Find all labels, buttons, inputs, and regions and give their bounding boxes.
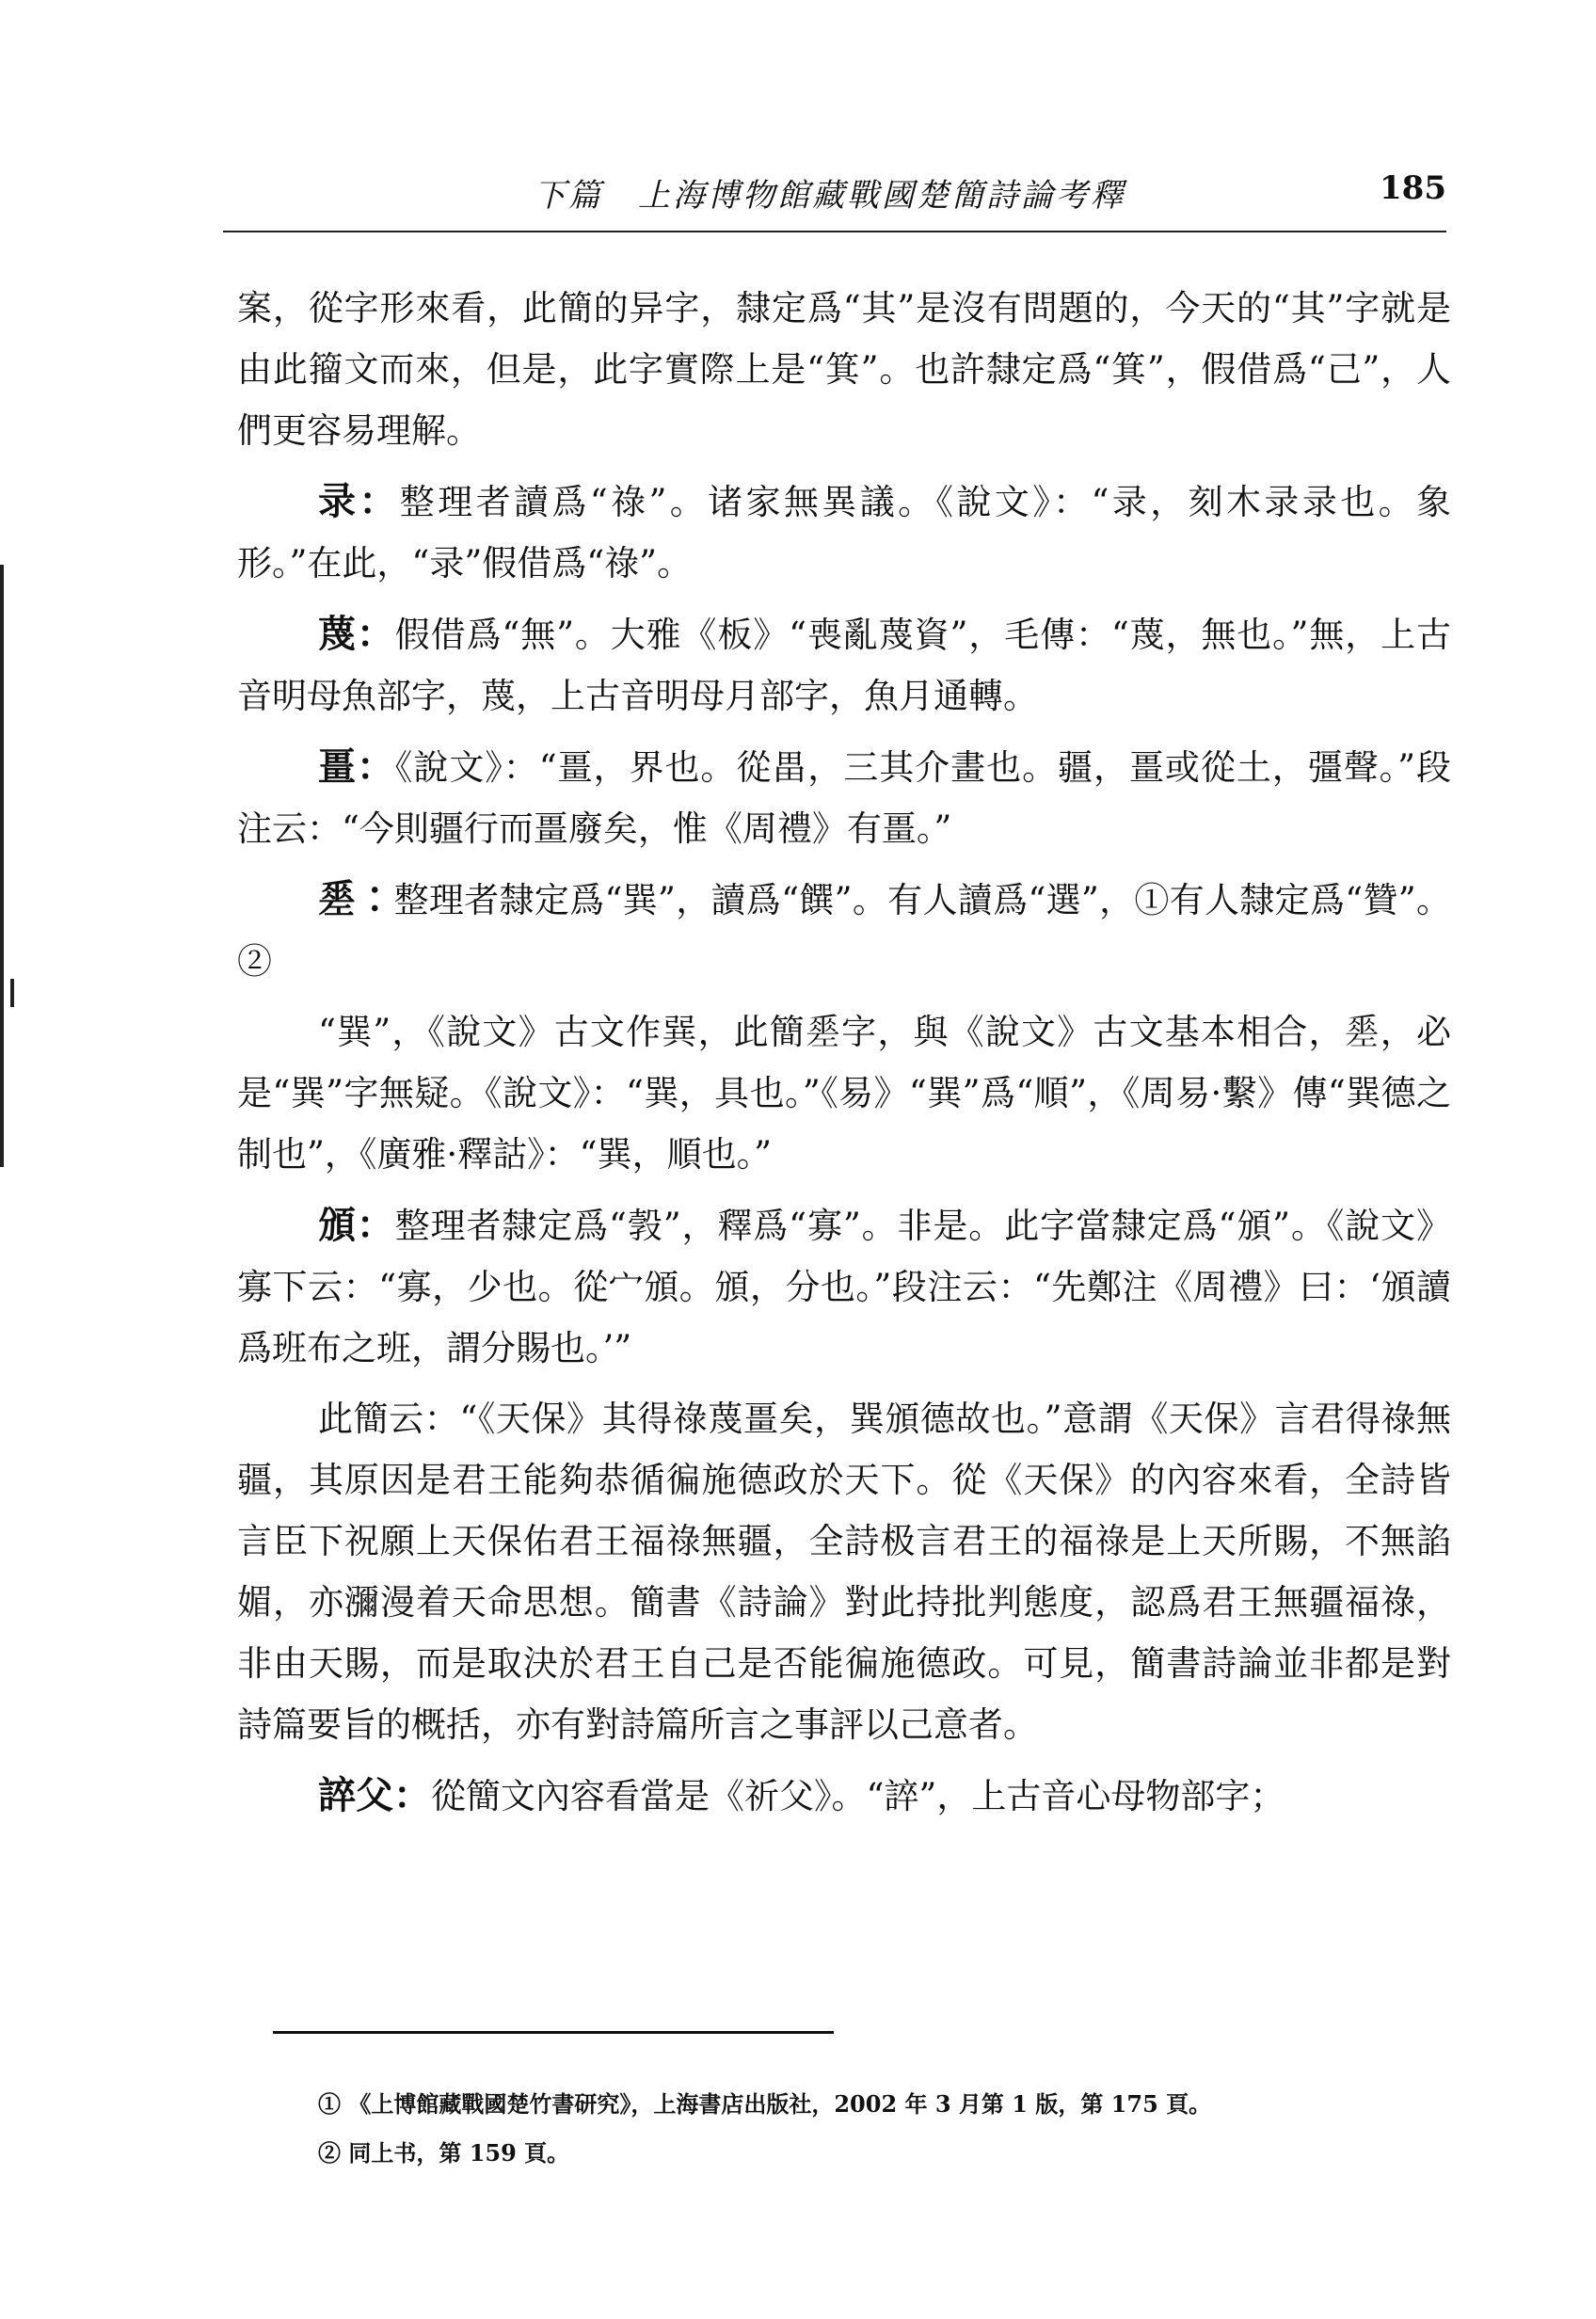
entry-term: 录： [318, 479, 400, 523]
entry-term: 𢀩： [318, 877, 394, 921]
header-rule [223, 231, 1446, 232]
paragraph-text: 此簡云：“《天保》其得祿蔑畺矣，巽頒德故也。”意謂《天保》言君得祿無疆，其原因是君王能夠恭循徧施德政於天下。從《天保》的內容來看，全詩皆言臣下祝願上天保佑君王福祿無疆，全詩极言君王的福祿是上天所賜，不無諂媚，亦瀰漫着天命思想。簡書《詩論》對此持批判態度，認爲君王無疆福祿，非由天賜，而是取決於君王自己是否能徧施德政。可見，簡書詩論並非都是對詩篇要旨的概括，亦有對詩篇所言之事評以己意者。 [237, 1399, 1451, 1745]
page-number: 185 [1380, 169, 1446, 207]
entry-term: 蔑： [318, 612, 395, 656]
paragraph-text: 整理者隸定爲“巽”，讀爲“饌”。有人讀爲“選”，①有人隸定爲“贊”。② [237, 880, 1452, 982]
paragraph-text: 整理者讀爲“祿”。诸家無異議。《說文》：“录，刻木录录也。象形。”在此，“录”假借爲“祿”。 [237, 482, 1452, 584]
scan-stray-mark [10, 979, 14, 1007]
entry-term: 畺： [318, 744, 395, 789]
paragraph-text: 《說文》：“畺，界也。從畕，三其介畫也。疆，畺或從土，彊聲。”段注云：“今則疆行而畺廢矣，惟《周禮》有畺。” [237, 747, 1451, 849]
paragraph-9 [237, 1765, 1451, 1827]
entry-term: 誶父： [318, 1773, 431, 1817]
entry-term: 頒： [318, 1203, 395, 1247]
paragraph-2 [237, 471, 1451, 594]
paragraph-6 [237, 1001, 1451, 1185]
paragraph-text: 從簡文內容看當是《祈父》。“誶”，上古音心母物部字； [431, 1776, 1285, 1816]
paragraph-text: 案，從字形來看，此簡的异字，隸定爲“其”是沒有問題的，今天的“其”字就是由此籀文而來，但是，此字實際上是“箕”。也許隸定爲“箕”，假借爲“己”，人們更容易理解。 [237, 288, 1451, 451]
paragraph-7 [237, 1194, 1451, 1379]
paragraph-text: 整理者隸定爲“㝅”，釋爲“寡”。非是。此字當隸定爲“頒”。《說文》寡下云：“寡，少也。從宀頒。頒，分也。”段注云：“先鄭注《周禮》曰：‘頒讀爲班布之班，謂分賜也。’” [237, 1206, 1451, 1368]
paragraph-8 [237, 1388, 1451, 1755]
running-header [223, 169, 1446, 226]
paragraph-4 [237, 736, 1451, 859]
paragraph-3 [237, 603, 1451, 727]
header-title: 下篇 上海博物館藏戰國楚簡詩論考釋 [534, 177, 1125, 215]
footnote-2: ② 同上书，第 159 頁。 [318, 2139, 570, 2167]
paragraph-text: “巽”，《說文》古文作𢁉，此簡𢀩字，與《說文》古文基本相合，𢀩，必是“巽”字無疑。《說文》：“巽，具也。”《易》“巽”爲“順”，《周易·繫》傳“巽德之制也”，《廣雅·釋詁》：“巽，順也。” [237, 1012, 1451, 1175]
paragraph-1 [237, 278, 1451, 461]
paragraph-5 [237, 869, 1451, 992]
main-text [237, 278, 1451, 1836]
scan-margin-mark [0, 565, 4, 1167]
footnotes [318, 2080, 1400, 2178]
footnote-1: ① 《上博館藏戰國楚竹書研究》，上海書店出版社，2002 年 3 月第 1 版，第 175 頁。 [318, 2090, 1212, 2118]
paragraph-text: 假借爲“無”。大雅《板》“喪亂蔑資”，毛傳：“蔑，無也。”無，上古音明母魚部字，蔑，上古音明母月部字，魚月通轉。 [237, 615, 1451, 716]
footnote-rule [273, 2031, 834, 2034]
